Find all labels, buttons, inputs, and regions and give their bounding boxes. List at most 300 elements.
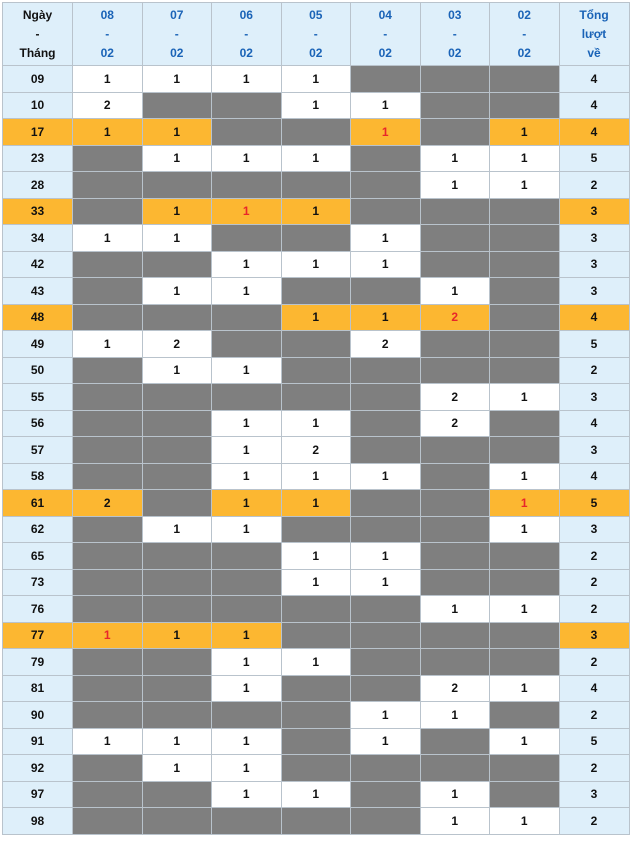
total-cell: 3 [559,781,629,808]
empty-cell [351,808,421,835]
count-cell: 1 [351,92,421,119]
table-row [3,278,630,305]
count-cell: 1 [142,225,212,252]
empty-cell [142,596,212,623]
total-cell: 2 [559,702,629,729]
empty-cell [351,649,421,676]
count-cell: 1 [420,172,490,199]
count-cell: 1 [281,251,351,278]
empty-cell [73,516,143,543]
count-cell: 1 [212,437,282,464]
count-cell: 1 [281,92,351,119]
table-row [3,755,630,782]
empty-cell [73,543,143,570]
table-row [3,463,630,490]
count-cell: 1 [281,781,351,808]
header-total-line: lượt [581,26,607,41]
header-date-6 [490,3,560,66]
row-number: 91 [3,728,73,755]
total-cell: 5 [559,728,629,755]
header-day-month [3,3,73,66]
empty-cell [281,755,351,782]
empty-cell [73,145,143,172]
total-cell: 3 [559,198,629,225]
header-date-month: 02 [239,45,253,60]
empty-cell [142,808,212,835]
count-cell: 1 [212,675,282,702]
header-total-line: Tổng [579,7,609,22]
count-cell: 1 [212,490,282,517]
empty-cell [420,728,490,755]
empty-cell [73,596,143,623]
table-row [3,543,630,570]
empty-cell [281,384,351,411]
empty-cell [420,463,490,490]
empty-cell [212,92,282,119]
empty-cell [212,596,282,623]
count-cell: 2 [420,410,490,437]
count-cell: 1 [420,781,490,808]
table-row [3,172,630,199]
count-cell: 1 [281,649,351,676]
count-cell: 1 [142,728,212,755]
header-date-month: 02 [170,45,184,60]
empty-cell [351,622,421,649]
table-row [3,596,630,623]
header-date-month: 02 [517,45,531,60]
empty-cell [212,304,282,331]
count-cell: 1 [142,66,212,93]
row-number: 23 [3,145,73,172]
count-cell: 1 [73,331,143,358]
count-cell: 1 [420,278,490,305]
header-date-sep: - [105,26,110,41]
total-cell: 4 [559,119,629,146]
empty-cell [490,410,560,437]
count-cell: 1 [420,596,490,623]
empty-cell [212,119,282,146]
header-row [3,3,630,66]
count-cell: 1 [142,145,212,172]
empty-cell [420,251,490,278]
row-number: 76 [3,596,73,623]
total-cell: 4 [559,410,629,437]
count-cell: 1 [142,198,212,225]
empty-cell [420,198,490,225]
empty-cell [420,569,490,596]
count-cell: 1 [351,463,421,490]
row-number: 55 [3,384,73,411]
empty-cell [490,755,560,782]
total-cell: 2 [559,357,629,384]
empty-cell [73,781,143,808]
table-row [3,649,630,676]
count-cell: 1 [142,622,212,649]
table-row [3,304,630,331]
count-cell: 1 [281,304,351,331]
header-date-day: 04 [378,7,392,22]
count-cell: 2 [73,490,143,517]
total-cell: 2 [559,569,629,596]
empty-cell [490,357,560,384]
empty-cell [351,516,421,543]
total-cell: 5 [559,331,629,358]
total-cell: 4 [559,463,629,490]
empty-cell [281,808,351,835]
count-cell: 2 [351,331,421,358]
empty-cell [73,569,143,596]
count-cell: 1 [490,172,560,199]
empty-cell [281,675,351,702]
empty-cell [212,225,282,252]
empty-cell [281,702,351,729]
header-date-sep: - [383,26,388,41]
count-cell: 1 [212,66,282,93]
empty-cell [351,675,421,702]
header-date-3 [281,3,351,66]
row-number: 61 [3,490,73,517]
empty-cell [420,66,490,93]
count-cell: 1 [212,463,282,490]
empty-cell [351,172,421,199]
header-total [559,3,629,66]
empty-cell [490,702,560,729]
count-cell: 1 [212,251,282,278]
header-label-line: - [35,26,40,41]
empty-cell [73,755,143,782]
table-row [3,198,630,225]
row-number: 62 [3,516,73,543]
empty-cell [73,278,143,305]
total-cell: 3 [559,278,629,305]
empty-cell [351,66,421,93]
count-cell: 1 [490,490,560,517]
count-cell: 1 [490,808,560,835]
row-number: 43 [3,278,73,305]
table-row [3,728,630,755]
empty-cell [420,516,490,543]
row-number: 10 [3,92,73,119]
empty-cell [73,198,143,225]
count-cell: 1 [490,145,560,172]
count-cell: 1 [420,808,490,835]
count-cell: 1 [351,119,421,146]
header-date-1 [142,3,212,66]
header-date-sep: - [313,26,318,41]
empty-cell [490,225,560,252]
count-cell: 1 [212,649,282,676]
header-label-line: Tháng [19,45,56,60]
empty-cell [490,251,560,278]
empty-cell [142,437,212,464]
empty-cell [73,172,143,199]
empty-cell [142,304,212,331]
count-cell: 1 [351,251,421,278]
empty-cell [73,702,143,729]
row-number: 73 [3,569,73,596]
header-date-day: 02 [517,7,531,22]
count-cell: 1 [142,516,212,543]
empty-cell [142,463,212,490]
empty-cell [420,755,490,782]
empty-cell [142,251,212,278]
row-number: 56 [3,410,73,437]
count-cell: 1 [142,755,212,782]
count-cell: 1 [490,516,560,543]
empty-cell [281,172,351,199]
empty-cell [351,278,421,305]
empty-cell [281,622,351,649]
empty-cell [420,490,490,517]
row-number: 50 [3,357,73,384]
header-date-day: 06 [239,7,253,22]
table-row [3,516,630,543]
count-cell: 1 [73,66,143,93]
empty-cell [142,675,212,702]
count-cell: 1 [212,357,282,384]
table-row [3,410,630,437]
count-cell: 1 [490,596,560,623]
empty-cell [212,384,282,411]
count-cell: 2 [281,437,351,464]
total-cell: 2 [559,596,629,623]
header-date-day: 05 [309,7,323,22]
count-cell: 1 [142,278,212,305]
header-date-day: 07 [170,7,184,22]
count-cell: 1 [212,410,282,437]
count-cell: 1 [351,569,421,596]
empty-cell [351,755,421,782]
count-cell: 1 [212,278,282,305]
empty-cell [73,410,143,437]
empty-cell [351,410,421,437]
row-number: 92 [3,755,73,782]
empty-cell [212,808,282,835]
empty-cell [281,225,351,252]
total-cell: 3 [559,437,629,464]
count-cell: 2 [73,92,143,119]
total-cell: 3 [559,516,629,543]
row-number: 81 [3,675,73,702]
count-cell: 1 [490,119,560,146]
empty-cell [281,357,351,384]
row-number: 97 [3,781,73,808]
table-row [3,92,630,119]
total-cell: 2 [559,755,629,782]
empty-cell [142,92,212,119]
row-number: 49 [3,331,73,358]
empty-cell [212,543,282,570]
table-row [3,702,630,729]
empty-cell [490,569,560,596]
empty-cell [212,331,282,358]
count-cell: 1 [281,463,351,490]
empty-cell [420,649,490,676]
total-cell: 4 [559,675,629,702]
total-cell: 4 [559,304,629,331]
header-date-sep: - [452,26,457,41]
empty-cell [142,702,212,729]
table-row [3,119,630,146]
empty-cell [490,781,560,808]
empty-cell [490,331,560,358]
empty-cell [351,198,421,225]
count-cell: 1 [490,463,560,490]
empty-cell [420,225,490,252]
table-row [3,384,630,411]
count-cell: 1 [490,675,560,702]
empty-cell [420,622,490,649]
count-cell: 1 [281,543,351,570]
empty-cell [420,331,490,358]
header-date-5 [420,3,490,66]
total-cell: 5 [559,490,629,517]
count-cell: 1 [351,225,421,252]
total-cell: 4 [559,66,629,93]
row-number: 34 [3,225,73,252]
count-cell: 1 [73,119,143,146]
row-number: 48 [3,304,73,331]
count-cell: 2 [420,304,490,331]
header-date-month: 02 [448,45,462,60]
empty-cell [281,119,351,146]
empty-cell [490,543,560,570]
empty-cell [490,278,560,305]
empty-cell [73,357,143,384]
empty-cell [490,437,560,464]
count-cell: 1 [351,543,421,570]
table-row [3,66,630,93]
count-cell: 1 [490,384,560,411]
table-row [3,331,630,358]
empty-cell [351,357,421,384]
header-date-month: 02 [100,45,114,60]
row-number: 17 [3,119,73,146]
empty-cell [351,384,421,411]
empty-cell [73,437,143,464]
table-row [3,225,630,252]
count-cell: 1 [351,728,421,755]
row-number: 90 [3,702,73,729]
empty-cell [420,357,490,384]
empty-cell [73,251,143,278]
empty-cell [490,649,560,676]
header-label-line: Ngày [22,7,53,22]
table-row [3,145,630,172]
count-cell: 1 [142,119,212,146]
empty-cell [142,172,212,199]
header-date-sep: - [244,26,249,41]
total-cell: 2 [559,808,629,835]
empty-cell [212,569,282,596]
empty-cell [351,490,421,517]
table-row [3,622,630,649]
empty-cell [281,596,351,623]
empty-cell [281,728,351,755]
empty-cell [351,145,421,172]
header-date-day: 08 [100,7,114,22]
count-cell: 2 [142,331,212,358]
table-row [3,675,630,702]
total-cell: 3 [559,225,629,252]
empty-cell [490,92,560,119]
count-cell: 1 [281,66,351,93]
count-cell: 1 [73,225,143,252]
empty-cell [490,304,560,331]
empty-cell [142,781,212,808]
empty-cell [281,516,351,543]
lottery-frequency-table [2,2,630,835]
empty-cell [142,410,212,437]
header-date-sep: - [174,26,179,41]
empty-cell [420,119,490,146]
empty-cell [142,543,212,570]
table-row [3,437,630,464]
table-row [3,781,630,808]
header-total-line: về [587,45,601,60]
empty-cell [351,781,421,808]
row-number: 42 [3,251,73,278]
empty-cell [73,675,143,702]
row-number: 58 [3,463,73,490]
count-cell: 1 [142,357,212,384]
header-date-2 [212,3,282,66]
table-row [3,569,630,596]
empty-cell [281,278,351,305]
total-cell: 3 [559,251,629,278]
header-date-month: 02 [378,45,392,60]
empty-cell [73,463,143,490]
row-number: 77 [3,622,73,649]
count-cell: 1 [212,728,282,755]
row-number: 09 [3,66,73,93]
count-cell: 1 [281,145,351,172]
empty-cell [142,490,212,517]
total-cell: 3 [559,384,629,411]
table-body [3,66,630,835]
empty-cell [351,596,421,623]
header-date-sep: - [522,26,527,41]
count-cell: 1 [490,728,560,755]
count-cell: 1 [212,198,282,225]
table-row [3,251,630,278]
empty-cell [73,808,143,835]
empty-cell [142,569,212,596]
empty-cell [142,649,212,676]
empty-cell [490,198,560,225]
empty-cell [212,172,282,199]
row-number: 79 [3,649,73,676]
header-date-month: 02 [309,45,323,60]
empty-cell [490,622,560,649]
count-cell: 1 [281,198,351,225]
empty-cell [73,649,143,676]
row-number: 33 [3,198,73,225]
row-number: 98 [3,808,73,835]
count-cell: 1 [281,569,351,596]
empty-cell [73,384,143,411]
count-cell: 1 [73,622,143,649]
total-cell: 4 [559,92,629,119]
row-number: 65 [3,543,73,570]
header-date-day: 03 [448,7,462,22]
empty-cell [420,437,490,464]
total-cell: 3 [559,622,629,649]
empty-cell [420,543,490,570]
total-cell: 2 [559,649,629,676]
count-cell: 1 [212,516,282,543]
count-cell: 1 [420,702,490,729]
